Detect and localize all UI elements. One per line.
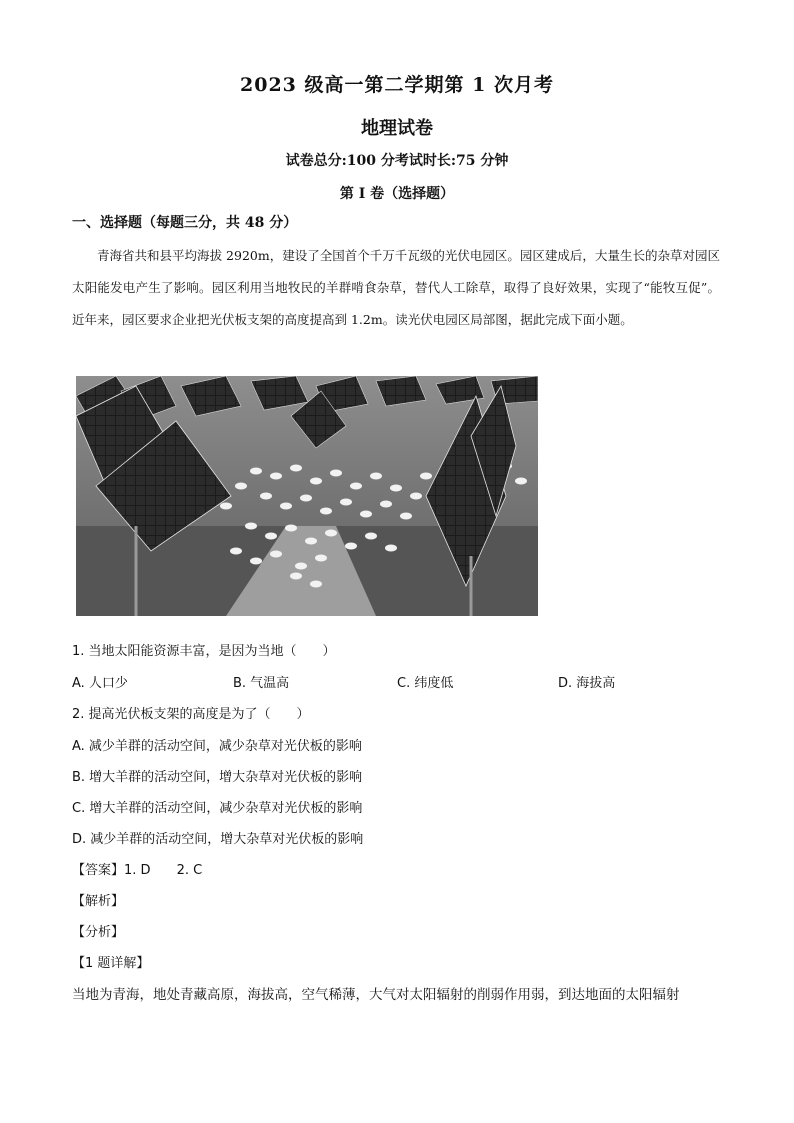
q2-option-a[interactable]: A. 减少羊群的活动空间，减少杂草对光伏板的影响	[72, 739, 362, 754]
answer-q2: 2. C	[176, 863, 203, 878]
question-1-stem: 1. 当地太阳能资源丰富，是因为当地（ ）	[72, 644, 336, 659]
q1-option-a[interactable]: A. 人口少	[72, 676, 128, 691]
q2-option-c[interactable]: C. 增大羊群的活动空间，减少杂草对光伏板的影响	[72, 801, 363, 816]
answer-row	[72, 859, 202, 878]
breakdown-label: 【分析】	[72, 925, 125, 940]
detail-label: 【1 题详解】	[72, 956, 150, 971]
q2-option-d[interactable]: D. 减少羊群的活动空间，增大杂草对光伏板的影响	[72, 832, 364, 847]
subject-title: 地理试卷	[361, 118, 433, 139]
analysis-label: 【解析】	[72, 894, 125, 909]
section-heading: 一、选择题（每题三分，共 48 分）	[72, 215, 298, 231]
solar-farm-photo	[76, 376, 538, 616]
q1-option-d[interactable]: D. 海拔高	[558, 676, 616, 691]
answer-q1: 1. D	[124, 863, 151, 878]
exam-info: 试卷总分:100 分考试时长:75 分钟	[285, 153, 509, 169]
reading-passage: 青海省共和县平均海拔 2920m，建设了全国首个千万千瓦级的光伏电园区。园区建成后，大量生长的杂草对园区太阳能发电产生了影响。园区利用当地牧民的羊群啃食杂草，替代人工除草，取得了良好效果，实现了“能牧互促”。近年来，园区要求企业把光伏板支架的高度提高到 1.2m。读光伏电园区局部图，据此完成下面小题。	[72, 248, 720, 327]
question-2-stem: 2. 提高光伏板支架的高度是为了（ ）	[72, 707, 310, 722]
answer-label: 【答案】	[72, 863, 125, 878]
q1-option-c[interactable]: C. 纬度低	[397, 676, 454, 691]
q2-option-b[interactable]: B. 增大羊群的活动空间，增大杂草对光伏板的影响	[72, 770, 363, 785]
detail-text: 当地为青海，地处青藏高原，海拔高，空气稀薄，大气对太阳辐射的削弱作用弱，到达地面的太阳辐射	[72, 987, 680, 1003]
volume-title: 第 I 卷（选择题）	[339, 186, 455, 202]
exam-title: 2023 级高一第二学期第 1 次月考	[240, 74, 554, 96]
q1-option-b[interactable]: B. 气温高	[233, 676, 290, 691]
